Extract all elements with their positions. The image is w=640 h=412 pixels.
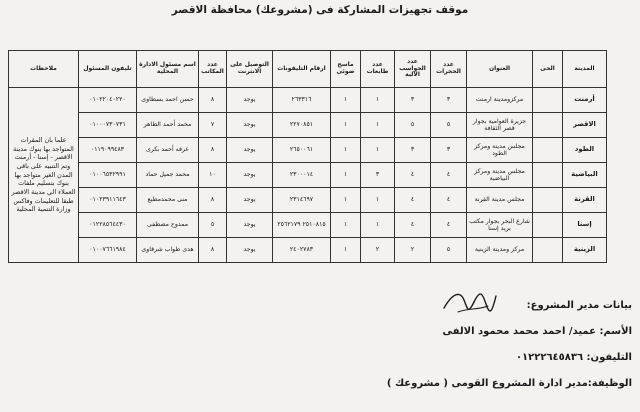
- cell-phones: ٢٥١٠٨١٥ ٢٥٦٢١٧٩: [273, 213, 331, 238]
- cell-city: الزينية: [563, 238, 607, 263]
- cell-city: الاقصر: [563, 113, 607, 138]
- cell-printers: ١: [361, 113, 395, 138]
- cell-computers: ٤: [395, 213, 431, 238]
- cell-address: شارع البحر بجوار مكتب بريد إسنا: [467, 213, 533, 238]
- cell-desks: ٨: [199, 188, 227, 213]
- cell-computers: ٤: [395, 188, 431, 213]
- cell-district: [533, 88, 563, 113]
- cell-rooms: ٤: [431, 188, 467, 213]
- cell-scanners: ١: [331, 138, 361, 163]
- cell-district: [533, 163, 563, 188]
- footer-job: الوظيفة:مدير ادارة المشروع القومى ( مشروعك ): [386, 378, 632, 389]
- header-district: الحى: [533, 51, 563, 88]
- cell-internet: يوجد: [227, 238, 273, 263]
- cell-desks: ٨: [199, 88, 227, 113]
- cell-desks: ٨: [199, 238, 227, 263]
- cell-address: مركز ومدينة الزينية: [467, 238, 533, 263]
- cell-district: [533, 113, 563, 138]
- cell-address: مجلس مدينة ومركز البياضية: [467, 163, 533, 188]
- cell-address: مجلس مدينة القرنة: [467, 188, 533, 213]
- cell-phones: ٢٣٠٠٠١٤: [273, 163, 331, 188]
- table-row: [9, 138, 607, 163]
- cell-manager: محمد جميل حماد: [137, 163, 199, 188]
- cell-manager-phone: ٠١٠٠٧٦٦١٩٨٤: [79, 238, 137, 263]
- cell-manager: منى محمدمطيع: [137, 188, 199, 213]
- cell-rooms: ٥: [431, 113, 467, 138]
- cell-computers: ٣: [395, 138, 431, 163]
- cell-phones: ٢٦٣٣١٦: [273, 88, 331, 113]
- cell-internet: يوجد: [227, 138, 273, 163]
- cell-manager-phone: ٠١٠٠٦٥٣٢٩٩١: [79, 163, 137, 188]
- cell-district: [533, 213, 563, 238]
- cell-phones: ٢٦٥٠٠٦١: [273, 138, 331, 163]
- cell-phones: ٢٢٧٠٨٥١: [273, 113, 331, 138]
- cell-manager-phone: ٠١٠٢٣٩١١٦٤٣: [79, 188, 137, 213]
- cell-internet: يوجد: [227, 188, 273, 213]
- table-header-row: [9, 51, 607, 88]
- cell-manager-phone: ٠١٢٢٨٥٦٤٤٣٠: [79, 213, 137, 238]
- header-internet: التوصيل على الانترنت: [227, 51, 273, 88]
- cell-phones: ٢٣١٤٦٩٧: [273, 188, 331, 213]
- header-city: المدينة: [563, 51, 607, 88]
- cell-internet: يوجد: [227, 163, 273, 188]
- header-manager-phone: تليفون المسئول: [79, 51, 137, 88]
- cell-computers: ٢: [395, 238, 431, 263]
- cell-printers: ١: [361, 188, 395, 213]
- cell-city: الطود: [563, 138, 607, 163]
- cell-rooms: ٤: [431, 163, 467, 188]
- cell-address: جزيرة العوامية بجوار قصر الثقافة: [467, 113, 533, 138]
- cell-manager-phone: ٠١٠٠٠٧٣٠٧٣١: [79, 113, 137, 138]
- cell-computers: ٤: [395, 163, 431, 188]
- cell-internet: يوجد: [227, 213, 273, 238]
- cell-address: مركزومدينة ارمنت: [467, 88, 533, 113]
- header-scanners: ماسح ضوئى: [331, 51, 361, 88]
- cell-city: إسنا: [563, 213, 607, 238]
- cell-internet: يوجد: [227, 113, 273, 138]
- cell-manager-phone: ٠١٠٢٢٠٤٠٢٢٠: [79, 88, 137, 113]
- cell-computers: ٣: [395, 88, 431, 113]
- header-manager: اسم مسئول الادارة المحلية: [137, 51, 199, 88]
- table-row: [9, 213, 607, 238]
- table-row: [9, 113, 607, 138]
- cell-notes: علما بان المقرات المتواجد بها بنوك مدينة الاقصر - إسنا - أرمنت وتم التنبيه على باقى المدن الغير متواجد بها بنوك بتسليم ملفات العملاء الى مدينة الاقصر طبقا للتعليمات وفاكس وزارة التنمية المحلية: [9, 88, 79, 263]
- cell-district: [533, 188, 563, 213]
- footer-heading: بيانات مدير المشروع:: [526, 300, 632, 311]
- cell-rooms: ٣: [431, 138, 467, 163]
- cell-manager: محمد أحمد الطاهر: [137, 113, 199, 138]
- footer-phone: التليفون: ٠١٢٢٢٦٤٥٨٣٦: [515, 352, 632, 363]
- equipment-table: [8, 50, 607, 263]
- cell-rooms: ٤: [431, 213, 467, 238]
- cell-scanners: ١: [331, 238, 361, 263]
- cell-scanners: ١: [331, 163, 361, 188]
- header-computers: عدد الحواسب الالية: [395, 51, 431, 88]
- cell-rooms: ٣: [431, 88, 467, 113]
- header-rooms: عدد الحجرات: [431, 51, 467, 88]
- cell-scanners: ١: [331, 213, 361, 238]
- header-address: العنوان: [467, 51, 533, 88]
- cell-address: مجلس مدينة ومركز الطود: [467, 138, 533, 163]
- cell-manager: حسن احمد بسطاوى: [137, 88, 199, 113]
- header-printers: عدد طابعات: [361, 51, 395, 88]
- page-title: موقف تجهيزات المشاركة فى (مشروعك) محافظة الاقصر: [171, 4, 469, 16]
- cell-printers: ١: [361, 88, 395, 113]
- header-desks: عدد المكاتب: [199, 51, 227, 88]
- cell-manager: عرفه أحمد بكرى: [137, 138, 199, 163]
- cell-printers: ٣: [361, 163, 395, 188]
- cell-internet: يوجد: [227, 88, 273, 113]
- cell-printers: ١: [361, 138, 395, 163]
- cell-printers: ١: [361, 213, 395, 238]
- cell-scanners: ١: [331, 113, 361, 138]
- cell-desks: ٧: [199, 113, 227, 138]
- cell-desks: ٥: [199, 213, 227, 238]
- cell-district: [533, 238, 563, 263]
- cell-manager-phone: ٠١١٩٠٩٩٤٨٣: [79, 138, 137, 163]
- cell-city: القرنة: [563, 188, 607, 213]
- cell-phones: ٢٤٠٢٧٨٣: [273, 238, 331, 263]
- cell-district: [533, 138, 563, 163]
- cell-manager: ممدوح مصطفى: [137, 213, 199, 238]
- cell-rooms: ٥: [431, 238, 467, 263]
- cell-manager: هدى طواب شرقاوى: [137, 238, 199, 263]
- footer-name: الأسم: عميد/ احمد محمد محمود الالفى: [442, 326, 632, 337]
- cell-desks: ٨: [199, 138, 227, 163]
- header-notes: ملاحظات: [9, 51, 79, 88]
- table-row: [9, 163, 607, 188]
- cell-computers: ٥: [395, 113, 431, 138]
- cell-city: أرمنت: [563, 88, 607, 113]
- table-row: [9, 188, 607, 213]
- header-phones: ارقام التليفونات: [273, 51, 331, 88]
- table-row: [9, 238, 607, 263]
- cell-scanners: ١: [331, 188, 361, 213]
- cell-desks: ١٠: [199, 163, 227, 188]
- cell-city: البياضية: [563, 163, 607, 188]
- cell-scanners: ١: [331, 88, 361, 113]
- cell-printers: ٢: [361, 238, 395, 263]
- table-row: [9, 88, 607, 113]
